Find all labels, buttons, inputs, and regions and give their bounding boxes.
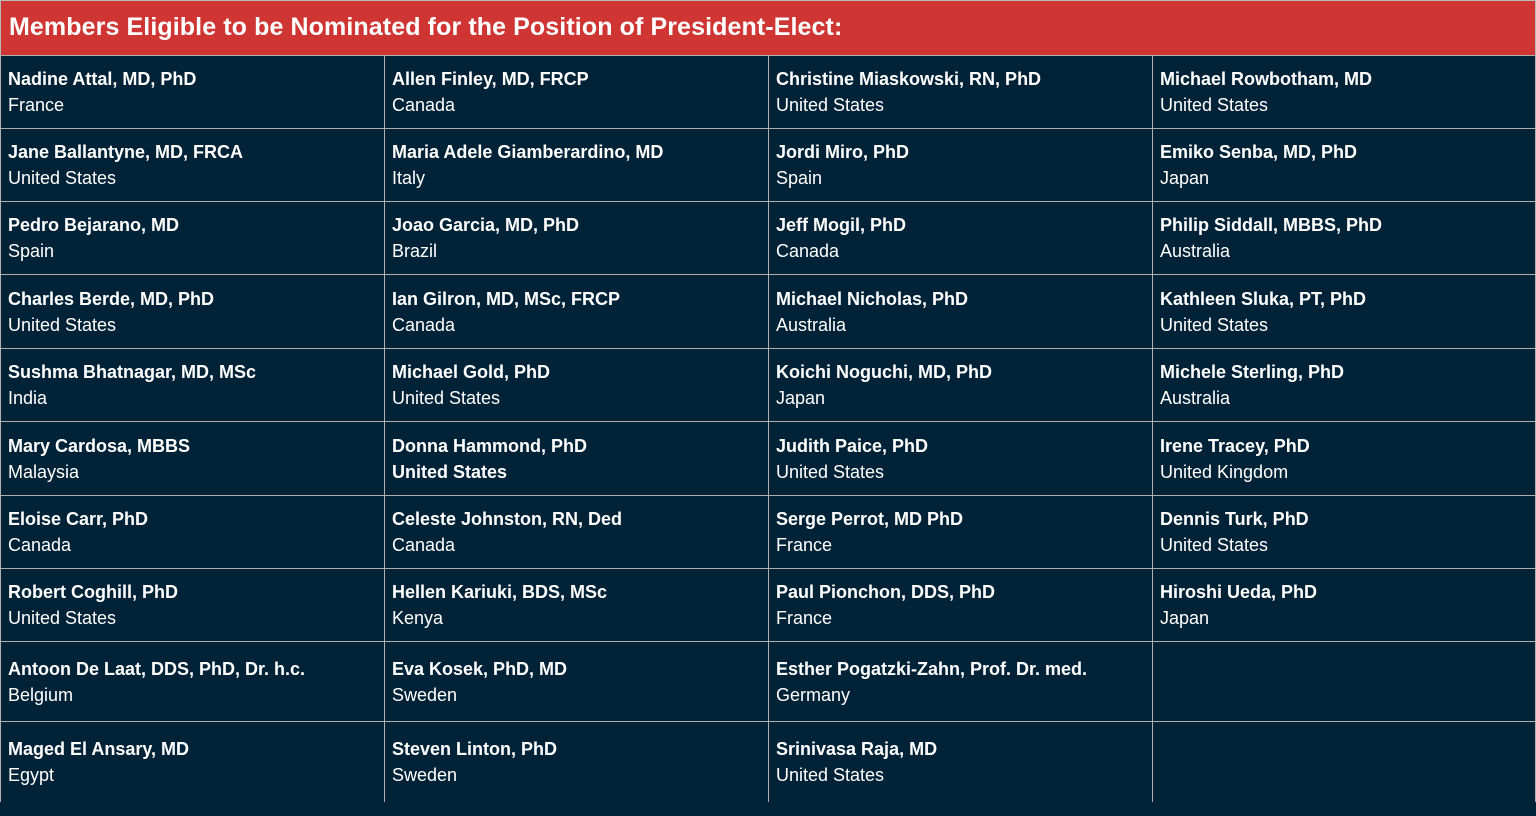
member-name: Judith Paice, PhD [776, 435, 929, 456]
member-country: Malaysia [8, 461, 80, 482]
member-cell [384, 348, 768, 421]
member-country: United States [8, 168, 117, 188]
member-country: Canada [776, 241, 840, 261]
member-name: Koichi Noguchi, MD, PhD [776, 362, 992, 382]
member-country: United States [8, 314, 117, 335]
member-cell [0, 274, 384, 348]
member-cell [768, 641, 1152, 721]
member-cell [384, 641, 768, 721]
member-cell [0, 128, 384, 201]
member-name: Michael Gold, PhD [392, 362, 551, 382]
member-name: Allen Finley, MD, FRCP [392, 69, 589, 89]
member-name: Irene Tracey, PhD [1160, 435, 1310, 456]
member-country: Sweden [392, 765, 458, 785]
member-country: Australia [1160, 388, 1231, 408]
member-cell [0, 641, 384, 721]
member-country: Japan [1160, 608, 1210, 628]
member-cell [0, 495, 384, 568]
member-country: Spain [776, 168, 823, 188]
member-country: Canada [392, 95, 456, 115]
member-name: Maria Adele Giamberardino, MD [392, 142, 664, 162]
member-country: Spain [8, 241, 55, 261]
member-country: France [8, 95, 65, 115]
member-name: Nadine Attal, MD, PhD [8, 69, 197, 89]
member-name: Jeff Mogil, PhD [776, 215, 906, 235]
member-cell [1152, 274, 1536, 348]
member-country: France [776, 535, 833, 555]
member-cell [768, 128, 1152, 201]
member-cell [768, 274, 1152, 348]
member-name: Eva Kosek, PhD, MD [392, 658, 568, 679]
member-cell [384, 421, 768, 495]
member-cell [384, 201, 768, 274]
page-title: Members Eligible to be Nominated for the Position of President-Elect: [0, 0, 1536, 55]
member-country: Belgium [8, 684, 74, 705]
member-cell [0, 421, 384, 495]
member-name: Pedro Bejarano, MD [8, 215, 180, 235]
member-cell [0, 348, 384, 421]
member-name: Antoon De Laat, DDS, PhD, Dr. h.c. [8, 658, 306, 679]
member-country: United States [8, 608, 117, 628]
member-name: Donna Hammond, PhD [392, 435, 588, 456]
member-country: Australia [776, 314, 847, 335]
member-country: Sweden [392, 684, 458, 705]
member-name: Michael Rowbotham, MD [1160, 69, 1373, 89]
member-name: Maged El Ansary, MD [8, 739, 190, 759]
member-name: Michele Sterling, PhD [1160, 362, 1345, 382]
member-name: Hellen Kariuki, BDS, MSc [392, 582, 608, 602]
member-name: Charles Berde, MD, PhD [8, 288, 215, 309]
member-cell [768, 348, 1152, 421]
member-cell [1152, 201, 1536, 274]
member-name: Ian Gilron, MD, MSc, FRCP [392, 288, 621, 309]
member-name: Jane Ballantyne, MD, FRCA [8, 142, 244, 162]
member-name: Robert Coghill, PhD [8, 582, 178, 602]
member-cell [768, 55, 1152, 128]
member-country: Kenya [392, 608, 444, 628]
member-country: India [8, 388, 48, 408]
member-country: United Kingdom [1160, 461, 1289, 482]
member-cell [0, 201, 384, 274]
member-name: Esther Pogatzki-Zahn, Prof. Dr. med. [776, 658, 1088, 679]
member-country: Canada [392, 535, 456, 555]
member-cell [1152, 568, 1536, 641]
member-country: United States [392, 461, 508, 482]
member-cell [1152, 348, 1536, 421]
member-cell [1152, 495, 1536, 568]
member-cell [1152, 641, 1536, 721]
member-cell [384, 128, 768, 201]
member-country: United States [776, 461, 885, 482]
member-cell [384, 721, 768, 802]
member-country: Egypt [8, 765, 55, 785]
member-cell [384, 274, 768, 348]
member-name: Sushma Bhatnagar, MD, MSc [8, 362, 257, 382]
member-cell [384, 568, 768, 641]
member-cell [0, 55, 384, 128]
member-cell [1152, 421, 1536, 495]
member-country: Australia [1160, 241, 1231, 261]
member-country: Brazil [392, 241, 438, 261]
member-country: Canada [8, 535, 72, 555]
member-cell [768, 495, 1152, 568]
member-country: Japan [776, 388, 826, 408]
member-cell [768, 568, 1152, 641]
member-name: Steven Linton, PhD [392, 739, 558, 759]
member-name: Mary Cardosa, MBBS [8, 435, 191, 456]
member-cell [768, 721, 1152, 802]
member-cell [1152, 55, 1536, 128]
member-country: United States [392, 388, 501, 408]
member-country: Canada [392, 314, 456, 335]
member-name: Jordi Miro, PhD [776, 142, 910, 162]
member-country: United States [776, 765, 885, 785]
member-cell [1152, 721, 1536, 802]
member-country: United States [1160, 314, 1269, 335]
member-name: Joao Garcia, MD, PhD [392, 215, 580, 235]
member-name: Hiroshi Ueda, PhD [1160, 582, 1318, 602]
member-name: Christine Miaskowski, RN, PhD [776, 69, 1042, 89]
member-name: Serge Perrot, MD PhD [776, 509, 964, 529]
member-name: Kathleen Sluka, PT, PhD [1160, 288, 1367, 309]
members-table [0, 55, 1536, 816]
member-name: Philip Siddall, MBBS, PhD [1160, 215, 1383, 235]
member-cell [384, 55, 768, 128]
member-name: Srinivasa Raja, MD [776, 739, 938, 759]
member-name: Emiko Senba, MD, PhD [1160, 142, 1358, 162]
member-cell [768, 421, 1152, 495]
member-name: Michael Nicholas, PhD [776, 288, 969, 309]
member-name: Dennis Turk, PhD [1160, 509, 1309, 529]
member-country: United States [1160, 95, 1269, 115]
member-country: Japan [1160, 168, 1210, 188]
member-cell [0, 721, 384, 802]
member-name: Paul Pionchon, DDS, PhD [776, 582, 996, 602]
member-cell [768, 201, 1152, 274]
member-cell [1152, 128, 1536, 201]
member-name: Eloise Carr, PhD [8, 509, 149, 529]
member-country: Germany [776, 684, 851, 705]
member-cell [384, 495, 768, 568]
member-country: United States [776, 95, 885, 115]
member-country: United States [1160, 535, 1269, 555]
member-name: Celeste Johnston, RN, Ded [392, 509, 623, 529]
member-cell [0, 568, 384, 641]
member-country: Italy [392, 168, 426, 188]
member-country: France [776, 608, 833, 628]
